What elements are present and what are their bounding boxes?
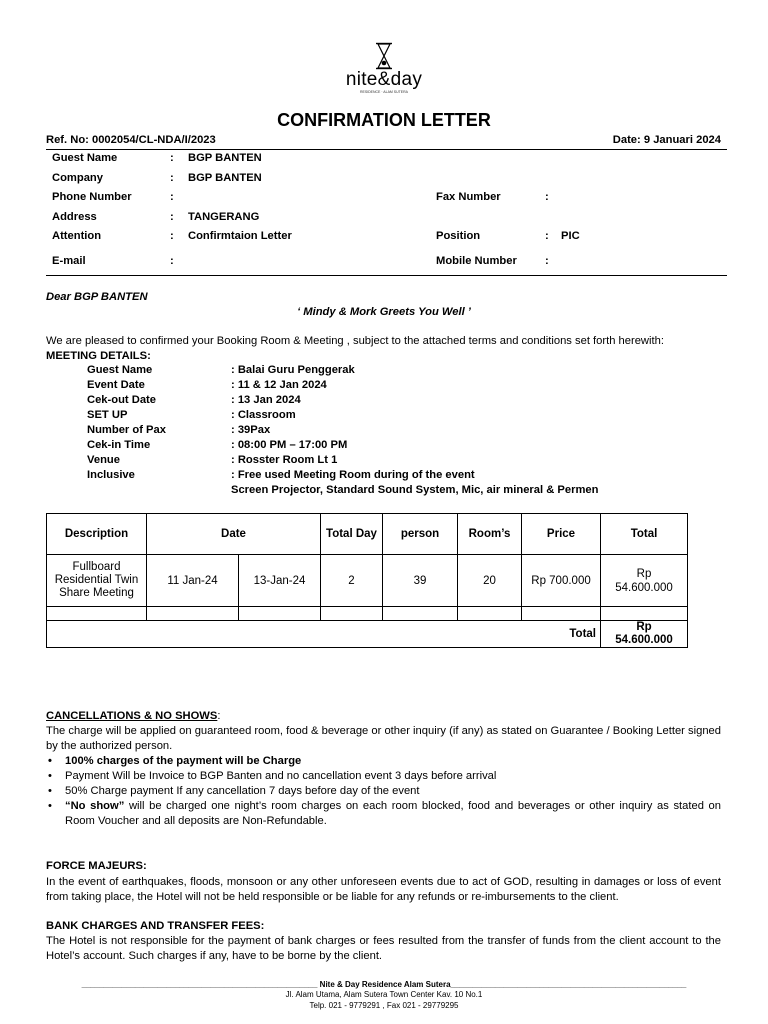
cancellation-heading-text: CANCELLATIONS & NO SHOWS bbox=[46, 710, 218, 722]
bank-charges-text: The Hotel is not responsible for the payment of bank charges or fees resulted from the transfer of funds from the client account to the Hotel’s account. Such charges if any, have to be borne by the client. bbox=[46, 935, 721, 962]
attention-label: Attention bbox=[52, 230, 102, 242]
guest-info-divider bbox=[46, 275, 727, 276]
colon: : bbox=[545, 230, 549, 242]
address-value: TANGERANG bbox=[188, 211, 260, 223]
attention-value: Confirmtaion Letter bbox=[188, 230, 292, 242]
email-label: E-mail bbox=[52, 255, 86, 267]
reference-number: Ref. No: 0002054/CL-NDA/I/2023 bbox=[46, 134, 216, 146]
intro-text: We are pleased to confirmed your Booking Room & Meeting , subject to the attached terms and conditions set forth herewith: bbox=[46, 335, 664, 347]
total-label: Total bbox=[47, 621, 601, 648]
list-item bbox=[46, 799, 721, 829]
header-total: Total bbox=[601, 514, 688, 555]
force-majeure-heading: FORCE MAJEURS: bbox=[46, 860, 147, 872]
table-header-row bbox=[47, 514, 688, 555]
table-empty-row bbox=[47, 607, 688, 621]
checkin-time-label: Cek-in Time bbox=[87, 439, 151, 451]
logo-tagline: RESIDENCE · ALAM SUTERA bbox=[359, 90, 409, 94]
list-item: • Payment Will be Invoice to BGP Banten and no cancellation event 3 days before arrival bbox=[46, 769, 721, 784]
letter-date: Date: 9 Januari 2024 bbox=[612, 134, 721, 146]
pax-value: : 39Pax bbox=[231, 424, 271, 436]
cancellation-list bbox=[46, 754, 721, 829]
inclusive-extra: Screen Projector, Standard Sound System, Mic, air mineral & Permen bbox=[231, 484, 599, 496]
row-date-to: 13-Jan-24 bbox=[239, 555, 321, 607]
hotel-logo bbox=[0, 42, 768, 95]
event-date-label: Event Date bbox=[87, 379, 145, 391]
phone-label: Phone Number bbox=[52, 191, 132, 203]
company-value: BGP BANTEN bbox=[188, 172, 262, 184]
header-rooms: Room’s bbox=[458, 514, 522, 555]
table-total-row bbox=[47, 621, 688, 648]
venue-value: : Rosster Room Lt 1 bbox=[231, 454, 338, 466]
cancellation-heading-colon: : bbox=[217, 710, 221, 722]
header-divider bbox=[46, 149, 727, 150]
colon: : bbox=[545, 255, 549, 267]
meeting-details-heading: MEETING DETAILS: bbox=[46, 350, 151, 362]
row-total: Rp 54.600.000 bbox=[601, 555, 688, 607]
table-row bbox=[47, 555, 688, 607]
colon: : bbox=[545, 191, 549, 203]
event-date-value: : 11 & 12 Jan 2024 bbox=[231, 379, 327, 391]
address-label: Address bbox=[52, 211, 97, 223]
no-show-text: will be charged one night’s room charges on each room blocked, food and beverages or other inquiry as stated on Room Voucher and all deposits are Non-Refundable. bbox=[65, 800, 721, 827]
colon: : bbox=[170, 191, 174, 203]
header-total-day: Total Day bbox=[321, 514, 383, 555]
venue-label: Venue bbox=[87, 454, 120, 466]
header-description: Description bbox=[47, 514, 147, 555]
setup-label: SET UP bbox=[87, 409, 128, 421]
greeting: ‘ Mindy & Mork Greets You Well ’ bbox=[297, 306, 471, 318]
salutation: Dear BGP BANTEN bbox=[46, 291, 148, 303]
setup-value: : Classroom bbox=[231, 409, 296, 421]
no-show-term: “No show” bbox=[65, 800, 125, 812]
company-label: Company bbox=[52, 172, 103, 184]
logo-name: nite&day bbox=[345, 69, 423, 90]
guest-name-label: Guest Name bbox=[52, 152, 118, 164]
row-total-day: 2 bbox=[321, 555, 383, 607]
force-majeure-text: In the event of earthquakes, floods, monsoon or any other unforeseen events due to act of GOD, resulting in damages or loss of event from taking place, the Hotel will not be held responsible or be liable for any refunds or re-imbursements to the client. bbox=[46, 876, 721, 903]
bank-charges-heading: BANK CHARGES AND TRANSFER FEES: bbox=[46, 920, 265, 932]
position-value: PIC bbox=[561, 230, 580, 242]
row-date-from: 11 Jan-24 bbox=[147, 555, 239, 607]
colon: : bbox=[170, 255, 174, 267]
inclusive-value: : Free used Meeting Room during of the event bbox=[231, 469, 475, 481]
position-label: Position bbox=[436, 230, 481, 242]
row-person: 39 bbox=[383, 555, 458, 607]
list-item: • 50% Charge payment If any cancellation 7 days before day of the event bbox=[46, 784, 721, 799]
footer-address: Jl. Alam Utama, Alam Sutera Town Center Kav. 10 No.1 bbox=[285, 990, 483, 999]
meeting-guest-label: Guest Name bbox=[87, 364, 153, 376]
row-description: Fullboard Residential Twin Share Meeting bbox=[47, 555, 147, 607]
colon: : bbox=[170, 172, 174, 184]
header-price: Price bbox=[522, 514, 601, 555]
page-title: CONFIRMATION LETTER bbox=[277, 110, 491, 130]
header-date: Date bbox=[147, 514, 321, 555]
checkin-time-value: : 08:00 PM – 17:00 PM bbox=[231, 439, 348, 451]
colon: : bbox=[170, 152, 174, 164]
checkout-date-label: Cek-out Date bbox=[87, 394, 156, 406]
footer-contact: Telp. 021 - 9779291 , Fax 021 - 29779295 bbox=[309, 1001, 459, 1010]
guest-name-value: BGP BANTEN bbox=[188, 152, 262, 164]
header-person: person bbox=[383, 514, 458, 555]
row-rooms: 20 bbox=[458, 555, 522, 607]
mobile-label: Mobile Number bbox=[436, 255, 517, 267]
pricing-table bbox=[46, 513, 688, 648]
hourglass-icon bbox=[374, 42, 394, 70]
cancellation-text: The charge will be applied on guaranteed room, food & beverage or other inquiry (if any) as stated on Guarantee / Booking Letter signed by the authorized person. bbox=[46, 725, 721, 752]
row-price: Rp 700.000 bbox=[522, 555, 601, 607]
inclusive-label: Inclusive bbox=[87, 469, 135, 481]
meeting-guest-value: : Balai Guru Penggerak bbox=[231, 364, 355, 376]
checkout-date-value: : 13 Jan 2024 bbox=[231, 394, 301, 406]
cancellation-heading bbox=[46, 710, 220, 722]
pax-label: Number of Pax bbox=[87, 424, 166, 436]
grand-total: Rp 54.600.000 bbox=[601, 621, 688, 648]
colon: : bbox=[170, 230, 174, 242]
colon: : bbox=[170, 211, 174, 223]
fax-label: Fax Number bbox=[436, 191, 501, 203]
list-item: • 100% charges of the payment will be Charge bbox=[46, 754, 721, 769]
footer-hotel-line: _____________________________________________________ Nite & Day Residence Alam Sutera_____________________________________________________ bbox=[81, 980, 687, 989]
